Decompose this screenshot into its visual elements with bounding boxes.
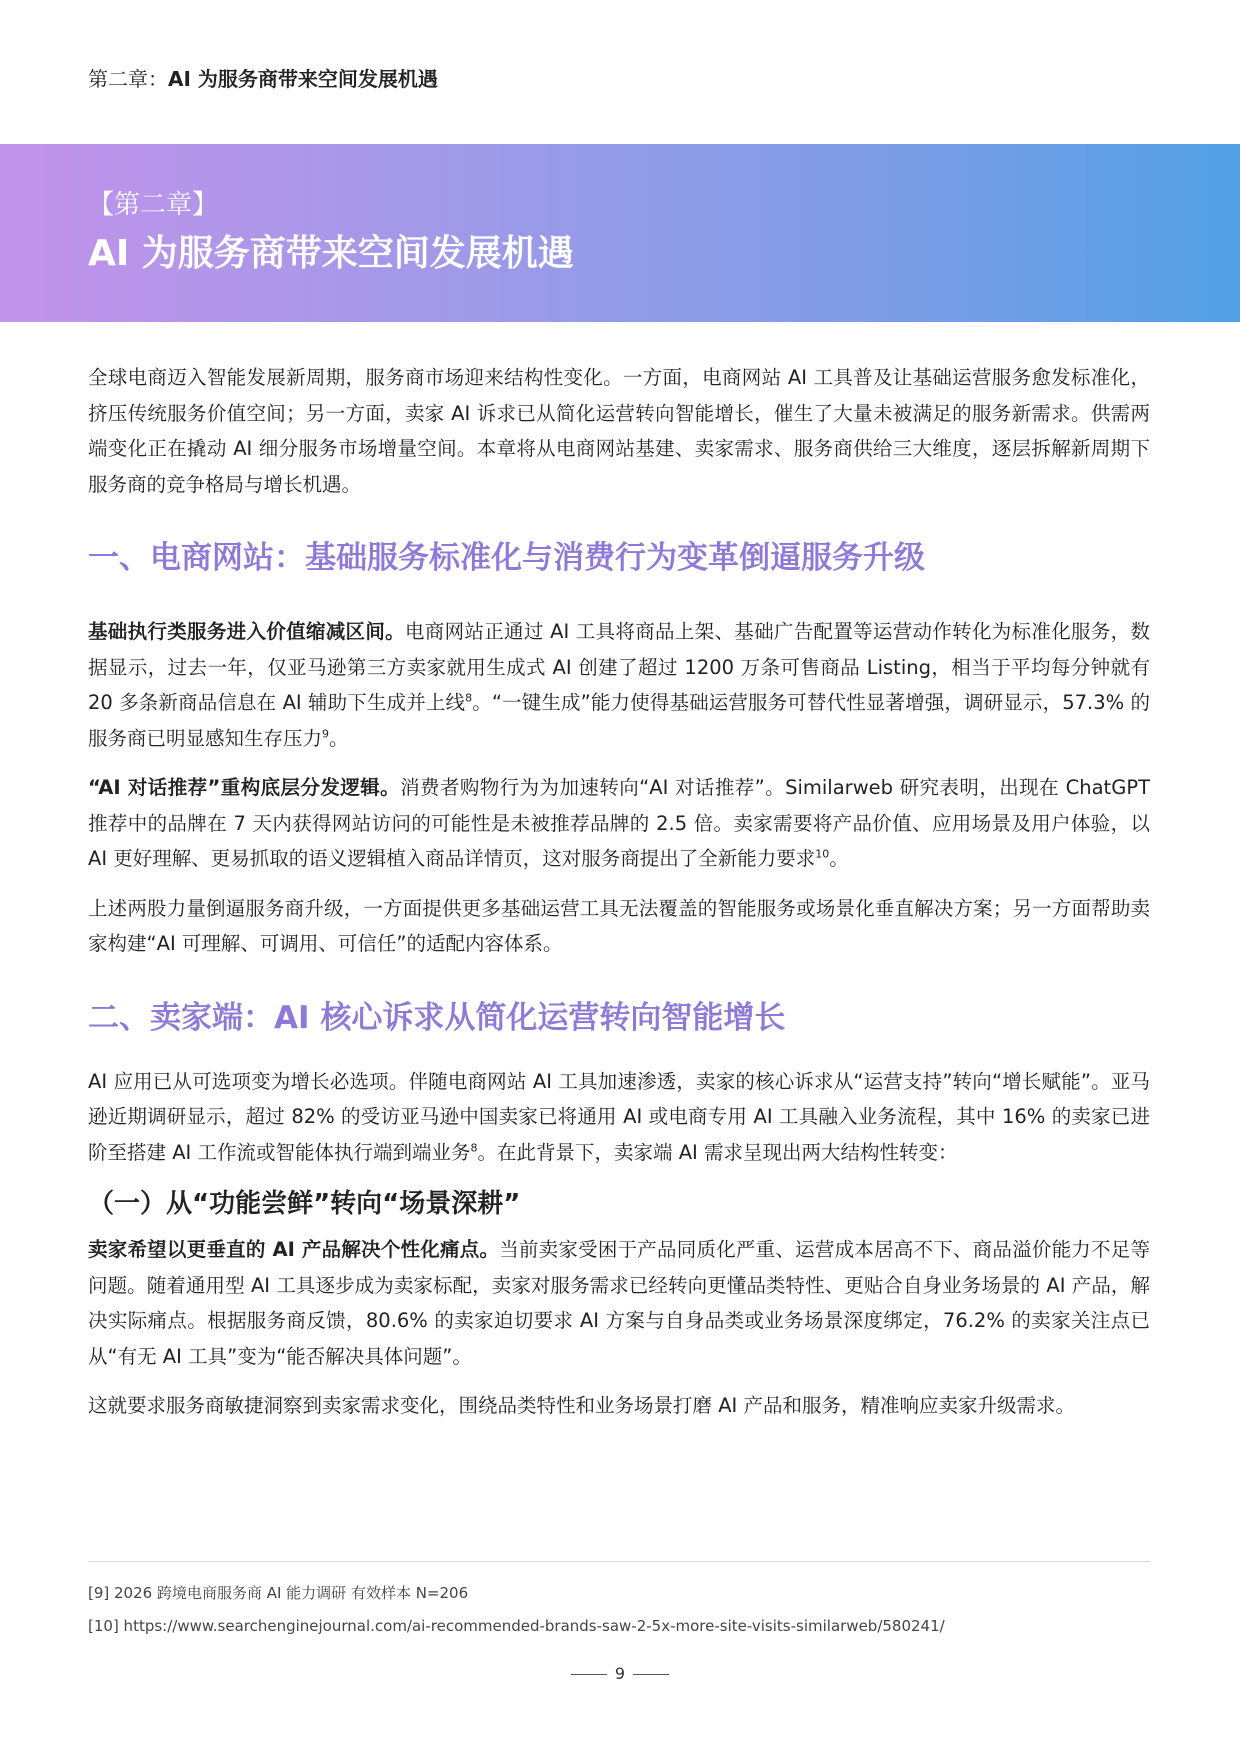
section2-paragraph-3: 这就要求服务商敏捷洞察到卖家需求变化，围绕品类特性和业务场景打磨 AI 产品和服务，精准响应卖家升级需求。 (88, 1394, 1075, 1417)
footnote-9: [9] 2026 跨境电商服务商 AI 能力调研 有效样本 N=206 (88, 1584, 469, 1602)
footnote-ref: 8 (465, 691, 473, 705)
section1-p2-lead: “AI 对话推荐”重构底层分发逻辑。 (88, 776, 401, 799)
footnote-10: [10] https://www.searchenginejournal.com/ai-recommended-brands-saw-2-5x-more-site-visits-similarweb/580241/ (88, 1617, 945, 1635)
chapter-banner (0, 144, 1240, 322)
footnote-divider (88, 1561, 1150, 1562)
page-number-value: 9 (614, 1664, 626, 1683)
main-content (88, 360, 1150, 1424)
section-heading-2: 二、卖家端：AI 核心诉求从简化运营转向智能增长 (88, 999, 786, 1036)
section1-paragraph-1 (88, 614, 1150, 756)
subsection-heading: （一）从“功能尝鲜”转向“场景深耕” (88, 1189, 521, 1219)
running-header-title: AI 为服务商带来空间发展机遇 (168, 67, 438, 91)
page-number-dash-left (571, 1674, 607, 1675)
section2-p1-end: 。在此背景下，卖家端 AI 需求呈现出两大结构性转变： (477, 1140, 958, 1164)
page-number-dash-right (633, 1674, 669, 1675)
chapter-tag: 【第二章】 (88, 190, 219, 220)
section2-paragraph-1 (88, 1064, 1150, 1171)
section1-paragraph-3: 上述两股力量倒逼服务商升级，一方面提供更多基础运营工具无法覆盖的智能服务或场景化垂直解决方案；另一方面帮助卖家构建“AI 可理解、可调用、可信任”的适配内容体系。 (88, 896, 1150, 955)
section1-p1-text-b: 。“一键生成”能力使得基础运营服务可替代性显著增强，调研显示，57.3% 的服务商已明显感知生存压力 (88, 691, 1150, 750)
section-heading-1: 一、电商网站：基础服务标准化与消费行为变革倒逼服务升级 (88, 540, 925, 576)
intro-paragraph: 全球电商迈入智能发展新周期，服务商市场迎来结构性变化。一方面，电商网站 AI 工具普及让基础运营服务愈发标准化，挤压传统服务价值空间；另一方面，卖家 AI 诉求已从简化运营转向智能增长，催生了大量未被满足的服务新需求。供需两端变化正在撬动 AI 细分服务市场增量空间。本章将从电商网站基建、卖家需求、服务商供给三大维度，逐层拆解新周期下服务商的竞争格局与增长机遇。 (88, 366, 1150, 496)
running-header (88, 66, 438, 92)
section2-p1-text: AI 应用已从可选项变为增长必选项。伴随电商网站 AI 工具加速渗透，卖家的核心诉求从“运营支持”转向“增长赋能”。亚马逊近期调研显示，超过 82% 的受访亚马逊中国卖家已将通用 AI 或电商专用 AI 工具融入业务流程，其中 16% 的卖家已进阶至搭建 AI 工作流或智能体执行端到端业务 (88, 1069, 1150, 1164)
section2-p2-lead: 卖家希望以更垂直的 AI 产品解决个性化痛点。 (88, 1238, 500, 1261)
section1-p2-text: 消费者购物行为为加速转向“AI 对话推荐”。Similarweb 研究表明，出现在 ChatGPT 推荐中的品牌在 7 天内获得网站访问的可能性是未被推荐品牌的 2.5 倍。卖家需要将产品价值、应用场景及用户体验，以 AI 更好理解、更易抓取的语义逻辑植入商品详情页，这对服务商提出了全新能力要求 (88, 776, 1150, 870)
footnote-ref: 10 (815, 847, 830, 861)
section2-p2-text: 当前卖家受困于产品同质化严重、运营成本居高不下、商品溢价能力不足等问题。随着通用型 AI 工具逐步成为卖家标配，卖家对服务需求已经转向更懂品类特性、更贴合自身业务场景的 AI 产品，解决实际痛点。根据服务商反馈，80.6% 的卖家迫切要求 AI 方案与自身品类或业务场景深度绑定，76.2% 的卖家关注点已从“有无 AI 工具”变为“能否解决具体问题”。 (88, 1238, 1150, 1368)
running-header-prefix: 第二章： (88, 67, 168, 91)
section1-p1-text-c: 。 (329, 726, 349, 750)
section1-p1-text-a: 电商网站正通过 AI 工具将商品上架、基础广告配置等运营动作转化为标准化服务，数据显示，过去一年，仅亚马逊第三方卖家就用生成式 AI 创建了超过 1200 万条可售商品 Listing，相当于平均每分钟就有 20 多条新商品信息在 AI 辅助下生成并上线 (88, 620, 1150, 714)
page-number (0, 1662, 1240, 1686)
footnote-ref: 8 (470, 1141, 478, 1154)
section1-p2-end: 。 (829, 847, 849, 870)
section1-paragraph-2 (88, 770, 1150, 877)
chapter-title: AI 为服务商带来空间发展机遇 (88, 233, 574, 274)
footnote-ref: 9 (322, 727, 330, 740)
section2-paragraph-2 (88, 1232, 1150, 1374)
section1-p1-lead: 基础执行类服务进入价值缩减区间。 (88, 620, 405, 643)
